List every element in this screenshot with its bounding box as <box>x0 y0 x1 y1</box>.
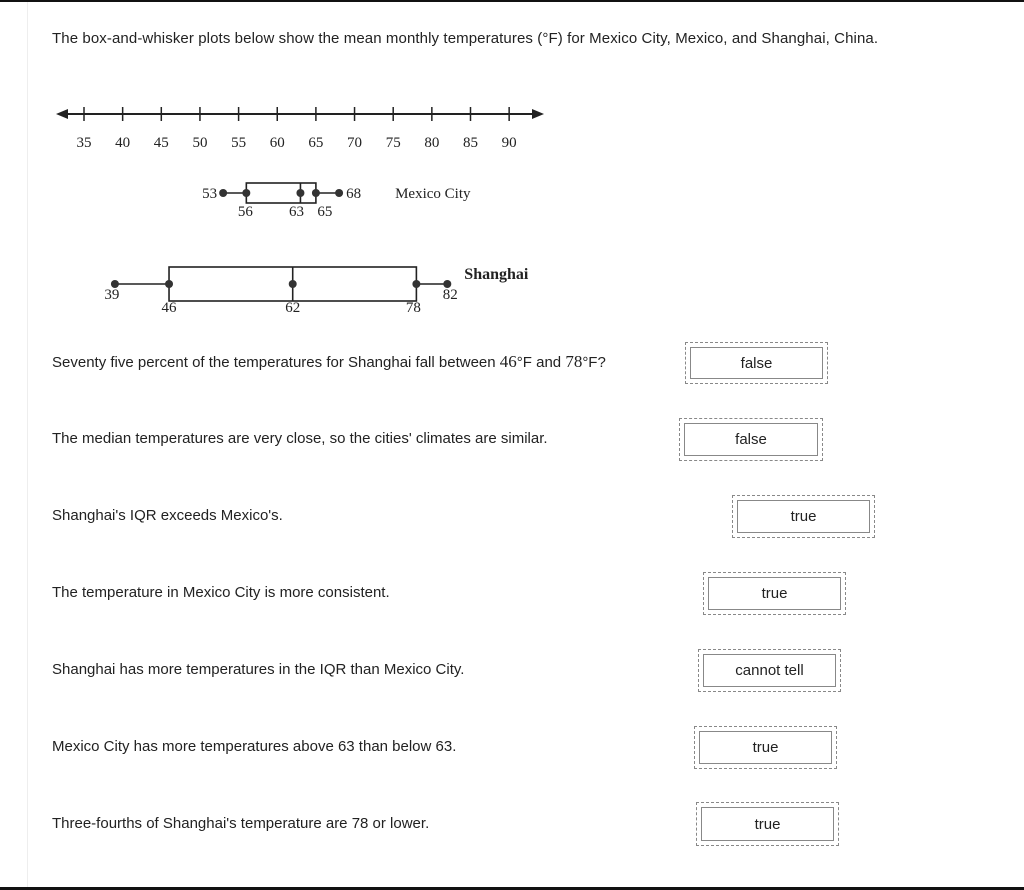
axis-tick-label-80: 80 <box>424 135 440 151</box>
question-prompt: The box-and-whisker plots below show the mean monthly temperatures (°F) for Mexico City, Mexico, and Shanghai, China. <box>52 30 879 47</box>
statement-1-number-46: 46 <box>499 352 517 371</box>
statement-1-text-mid: °F and <box>516 354 566 371</box>
box-plot-shanghai-label-max: 82 <box>442 287 458 303</box>
axis-tick-label-70: 70 <box>347 135 363 151</box>
number-line-right-arrow-icon <box>532 109 544 119</box>
box-plot-shanghai-label-min: 39 <box>104 287 120 303</box>
box-plot-shanghai-label-median: 62 <box>285 300 301 316</box>
axis-tick-label-35: 35 <box>76 135 92 151</box>
statement-3: Shanghai's IQR exceeds Mexico's. <box>52 507 283 524</box>
statement-5: Shanghai has more temperatures in the IQR than Mexico City. <box>52 661 465 678</box>
axis-tick-label-90: 90 <box>501 135 517 151</box>
answer-box-5[interactable] <box>698 649 841 692</box>
statement-2: The median temperatures are very close, so the cities' climates are similar. <box>52 430 548 447</box>
axis-tick-label-45: 45 <box>153 135 169 151</box>
box-plot-shanghai-point-median <box>289 280 297 288</box>
box-plot-mexico-city-label-max: 68 <box>346 186 362 202</box>
statement-1-text-end: °F? <box>582 354 606 371</box>
axis-tick-label-50: 50 <box>192 135 208 151</box>
box-plot-shanghai-name: Shanghai <box>464 266 529 283</box>
axis-tick-label-55: 55 <box>231 135 247 151</box>
axis-tick-label-40: 40 <box>115 135 131 151</box>
left-rule <box>27 2 28 888</box>
box-plot-mexico-city-name: Mexico City <box>395 186 471 202</box>
statement-7: Three-fourths of Shanghai's temperature are 78 or lower. <box>52 815 430 832</box>
box-plot-shanghai-point-q1 <box>165 280 173 288</box>
answer-box-3[interactable] <box>732 495 875 538</box>
box-plot-mexico-city-label-min: 53 <box>202 186 218 202</box>
top-border <box>0 0 1024 2</box>
statement-1-text: Seventy five percent of the temperatures for Shanghai fall between <box>52 354 500 371</box>
box-plot-shanghai-label-q1: 46 <box>161 300 177 316</box>
answer-7-label: true <box>701 807 834 841</box>
answer-1-label: false <box>690 347 823 379</box>
statement-6: Mexico City has more temperatures above 63 than below 63. <box>52 738 457 755</box>
axis-tick-label-65: 65 <box>308 135 324 151</box>
answer-box-6[interactable] <box>694 726 837 769</box>
box-plot-mexico-city-point-median <box>296 189 304 197</box>
number-line-left-arrow-icon <box>56 109 68 119</box>
box-plot-mexico-city-point-max <box>335 189 343 197</box>
statement-4: The temperature in Mexico City is more consistent. <box>52 584 390 601</box>
box-plot-mexico-city-label-q1: 56 <box>237 204 253 220</box>
box-plot-figure <box>52 96 572 326</box>
answer-3-label: true <box>737 500 870 533</box>
statement-1-number-78: 78 <box>565 352 583 371</box>
answer-box-7[interactable] <box>696 802 839 846</box>
box-plot-mexico-city-box <box>246 183 316 203</box>
answer-6-label: true <box>699 731 832 764</box>
axis-tick-label-75: 75 <box>385 135 401 151</box>
axis-tick-label-85: 85 <box>463 135 478 151</box>
answer-2-label: false <box>684 423 818 456</box>
box-plot-mexico-city-point-q1 <box>242 189 250 197</box>
axis-tick-label-60: 60 <box>269 135 285 151</box>
statement-1 <box>52 352 606 372</box>
answer-box-2[interactable] <box>679 418 823 461</box>
box-plot-mexico-city-point-min <box>219 189 227 197</box>
box-plot-mexico-city-label-q3: 65 <box>317 204 333 220</box>
answer-4-label: true <box>708 577 841 610</box>
box-plot-shanghai-label-q3: 78 <box>405 300 421 316</box>
box-plot-mexico-city-point-q3 <box>312 189 320 197</box>
box-plot-shanghai-point-q3 <box>412 280 420 288</box>
answer-box-1[interactable] <box>685 342 828 384</box>
box-plot-mexico-city-label-median: 63 <box>288 204 304 220</box>
answer-5-label: cannot tell <box>703 654 836 687</box>
answer-box-4[interactable] <box>703 572 846 615</box>
